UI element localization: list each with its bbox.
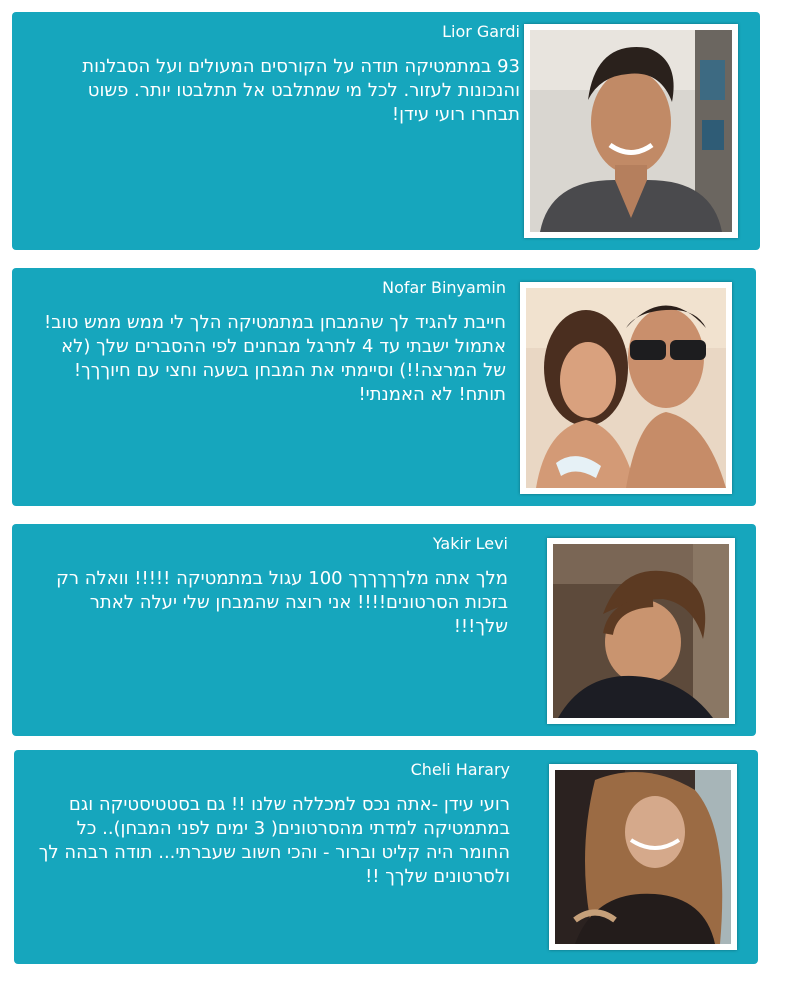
testimonial-author-name: Yakir Levi: [432, 534, 508, 553]
testimonial-author-name: Cheli Harary: [410, 760, 510, 779]
profile-photo-icon: [526, 288, 726, 488]
profile-photo-icon: [553, 544, 729, 718]
profile-photo-icon: [555, 770, 731, 944]
testimonial-quote: רועי עידן -אתה נכס למכללה שלנו !! גם בסטטיסטיקה וגם במתמטיקה למדתי מהסרטונים( 3 ימים לפני המבחן).. כל החומר היה קליט וברור - והכי חשוב שעברתי... תודה רבהה לך ולסרטונים שלךך !!: [38, 794, 510, 887]
testimonial-author-name: Lior Gardi: [442, 22, 520, 41]
testimonial-quote: 93 במתמטיקה תודה על הקורסים המעולים ועל הסבלנות והנכונות לעזור. לכל מי שמתלבט אל תתלבטו יותר. פשוט תבחרו רועי עידן!: [82, 56, 520, 125]
testimonial-photo-frame: [524, 24, 738, 238]
profile-photo-icon: [530, 30, 732, 232]
testimonial-card: [12, 268, 756, 506]
testimonial-photo-frame: [549, 764, 737, 950]
testimonial-quote: חייבת להגיד לך שהמבחן במתמטיקה הלך לי ממש ממש טוב! אתמול ישבתי עד 4 לתרגל מבחנים לפי ההסברים שלך (לא של המרצה!!) וסיימתי את המבחן בשעה וחצי עם חיוךךך! תותח! לא האמנתי!: [44, 312, 506, 405]
testimonial-card: [12, 12, 760, 250]
testimonial-card: [12, 524, 756, 736]
testimonial-author-name: Nofar Binyamin: [382, 278, 506, 297]
testimonial-quote: מלך אתה מלךךךךךך 100 עגול במתמטיקה !!!!! וואלה רק בזכות הסרטונים!!!! אני רוצה שהמבחן שלי יעלה לאתר שלך!!!: [56, 568, 508, 637]
testimonial-photo-frame: [520, 282, 732, 494]
testimonial-card: [14, 750, 758, 964]
testimonial-photo-frame: [547, 538, 735, 724]
